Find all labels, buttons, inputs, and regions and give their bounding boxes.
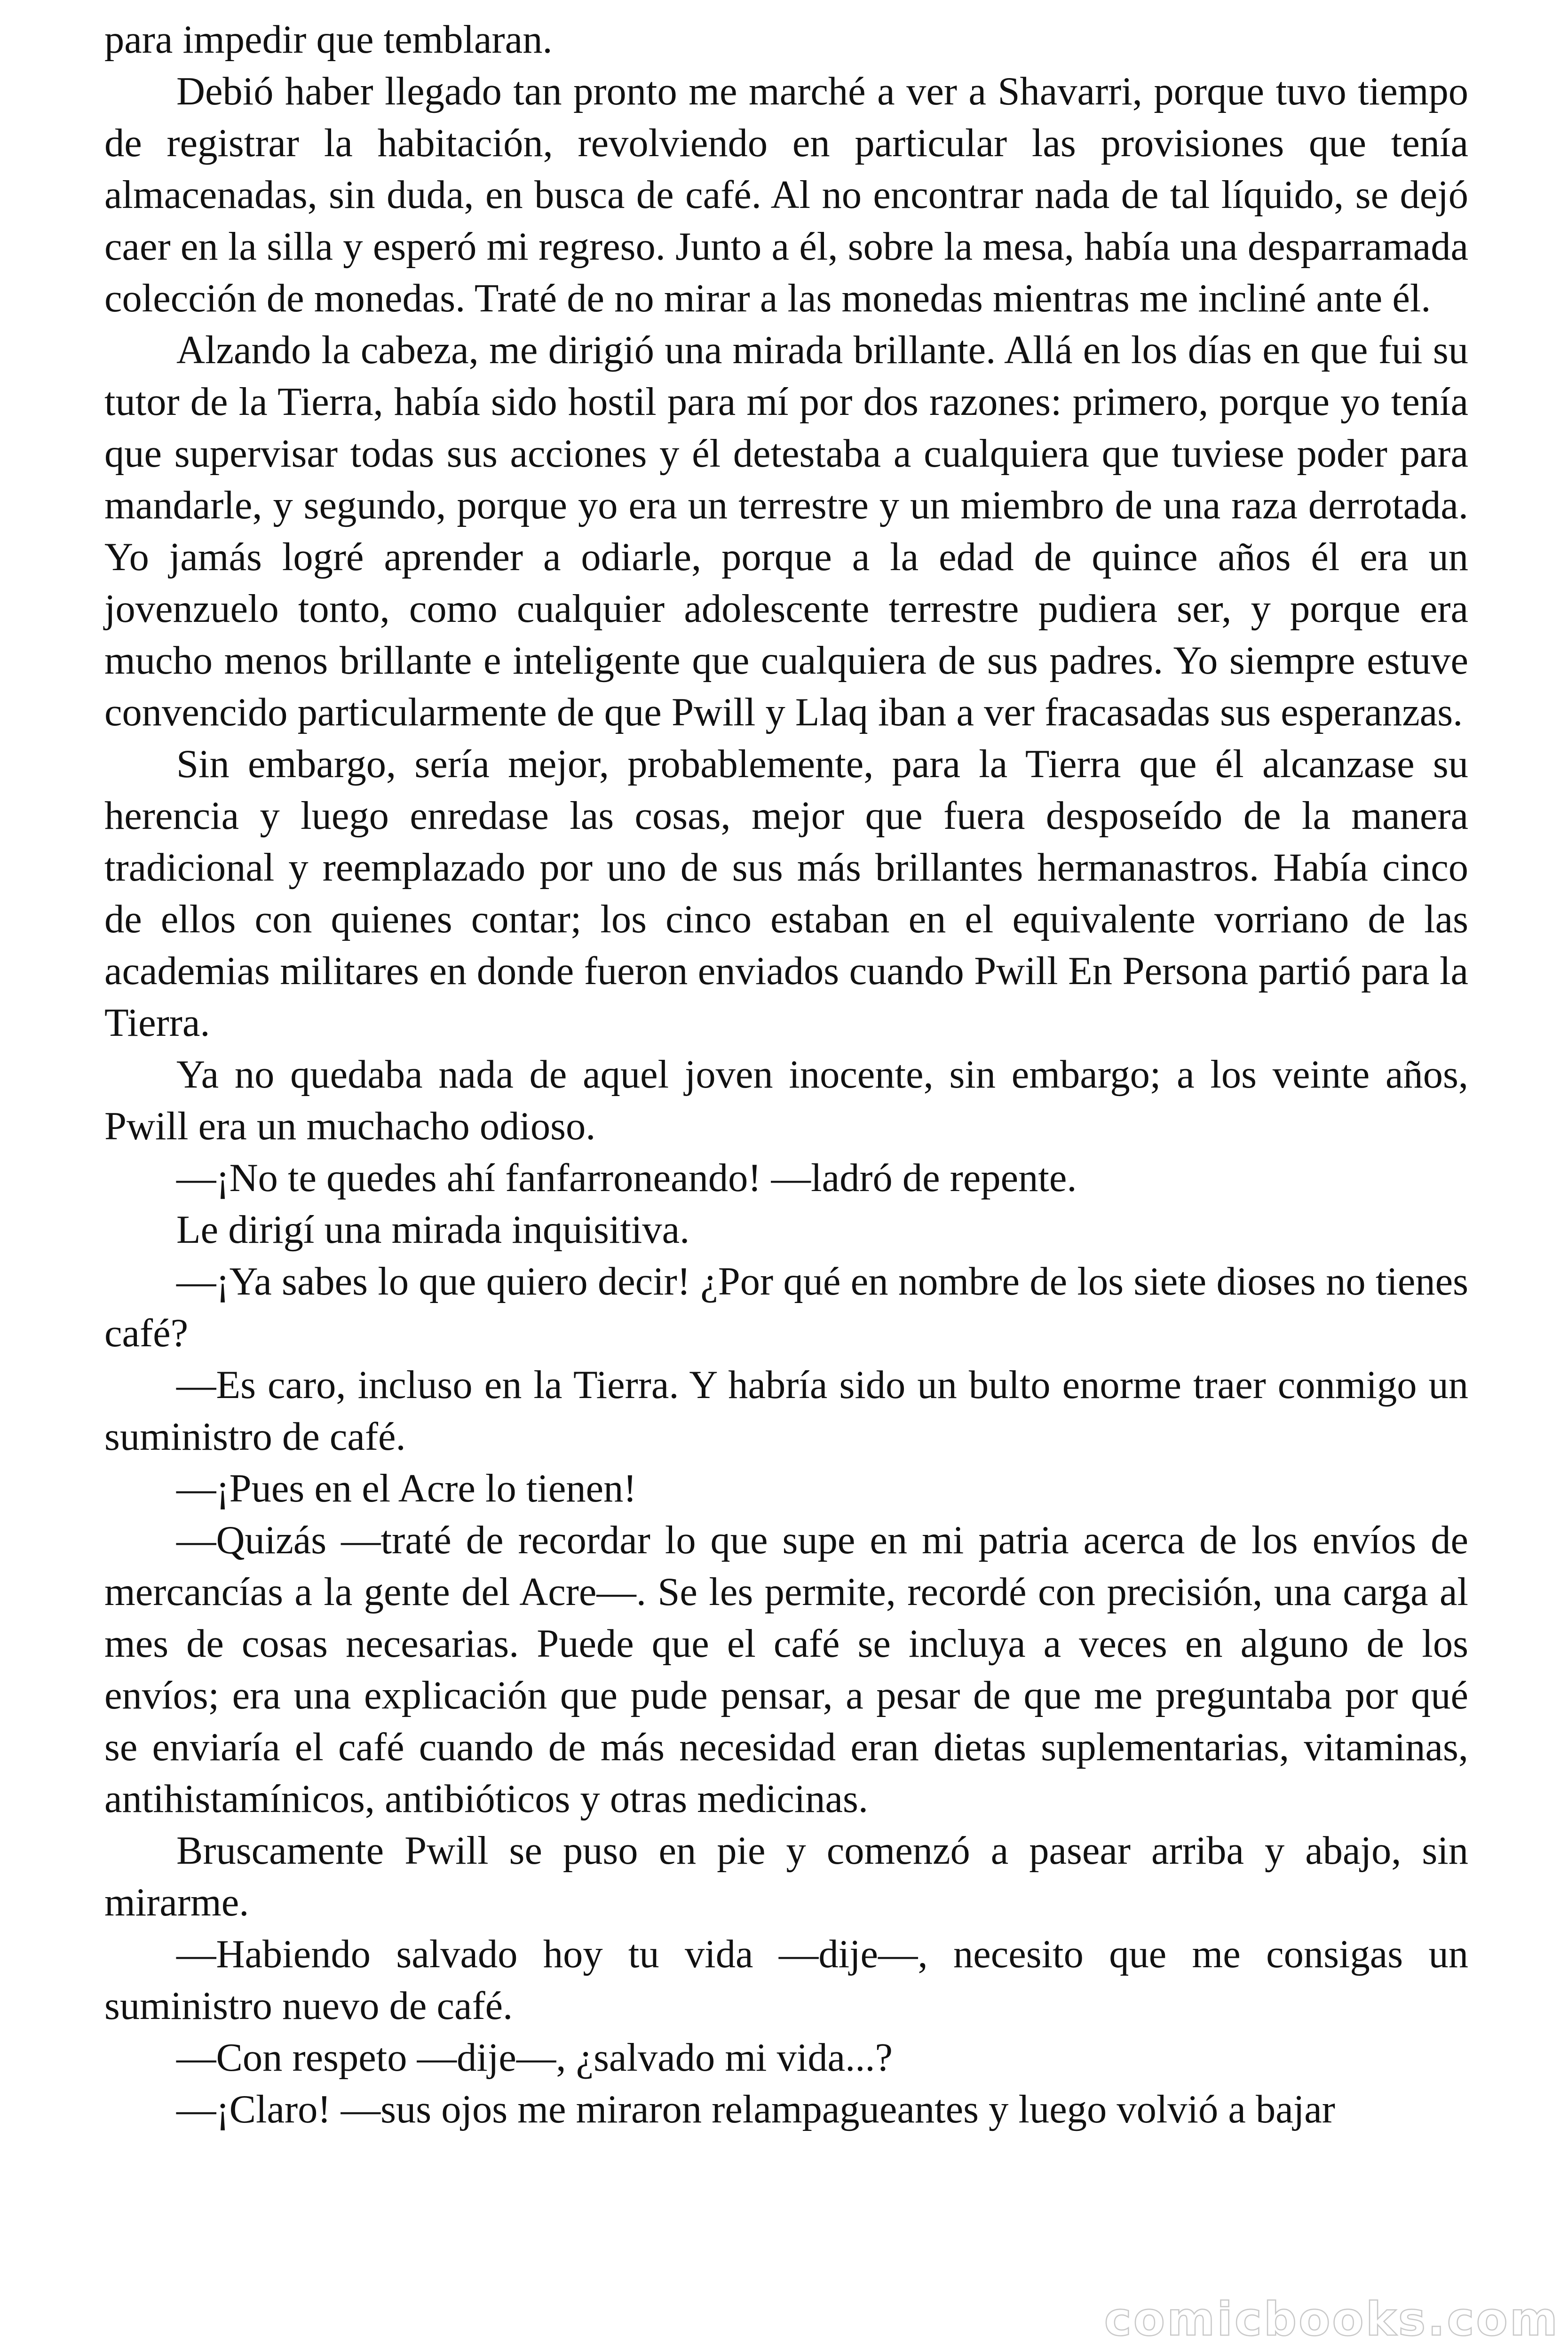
paragraph: Le dirigí una mirada inquisitiva. (176, 1208, 690, 1252)
paragraph: —Es caro, incluso en la Tierra. Y habría sido un bulto enorme traer conmigo un suministro de café. (104, 1363, 1468, 1459)
paragraph: —¡Claro! —sus ojos me miraron relampagueantes y luego volvió a bajar (176, 2088, 1335, 2131)
paragraph: Sin embargo, sería mejor, probablemente, para la Tierra que él alcanzase su herencia y luego enredase las cosas, mejor que fuera desposeído de la manera tradicional y reemplazado por uno de sus más brillantes hermanastros. Había cinco de ellos con quienes contar; los cinco estaban en el equivalente vorriano de las academias militares en donde fueron enviados cuando Pwill En Persona partió para la Tierra. (104, 742, 1468, 1045)
paragraph: Bruscamente Pwill se puso en pie y comenzó a pasear arriba y abajo, sin mirarme. (104, 1829, 1468, 1924)
paragraph: —¡Ya sabes lo que quiero decir! ¿Por qué en nombre de los siete dioses no tienes café? (104, 1260, 1468, 1355)
paragraph: —Habiendo salvado hoy tu vida —dije—, necesito que me consigas un suministro nuevo de café. (104, 1932, 1468, 2028)
watermark: comicbooks.com (1104, 2293, 1560, 2346)
paragraph: Ya no quedaba nada de aquel joven inocente, sin embargo; a los veinte años, Pwill era un muchacho odioso. (104, 1053, 1468, 1148)
paragraph: para impedir que temblaran. (104, 18, 553, 62)
paragraph: Alzando la cabeza, me dirigió una mirada brillante. Allá en los días en que fui su tutor de la Tierra, había sido hostil para mí por dos razones: primero, porque yo tenía que supervisar todas sus acciones y él detestaba a cualquiera que tuviese poder para mandarle, y segundo, porque yo era un terrestre y un miembro de una raza derrotada. Yo jamás logré aprender a odiarle, porque a la edad de quince años él era un jovenzuelo tonto, como cualquier adolescente terrestre pudiera ser, y porque era mucho menos brillante e inteligente que cualquiera de sus padres. Yo siempre estuve convencido particularmente de que Pwill y Llaq iban a ver fracasadas sus esperanzas. (104, 328, 1468, 734)
paragraph: —Con respeto —dije—, ¿salvado mi vida...? (176, 2036, 893, 2080)
paragraph: —¡Pues en el Acre lo tienen! (176, 1467, 637, 1510)
book-page (104, 14, 1468, 2136)
paragraph: —¡No te quedes ahí fanfarroneando! —ladró de repente. (176, 1156, 1077, 1200)
paragraph: —Quizás —traté de recordar lo que supe en mi patria acerca de los envíos de mercancías a la gente del Acre—. Se les permite, recordé con precisión, una carga al mes de cosas necesarias. Puede que el café se incluya a veces en alguno de los envíos; era una explicación que pude pensar, a pesar de que me preguntaba por qué se enviaría el café cuando de más necesidad eran dietas suplementarias, vitaminas, antihistamínicos, antibióticos y otras medicinas. (104, 1518, 1468, 1821)
paragraph: Debió haber llegado tan pronto me marché a ver a Shavarri, porque tuvo tiempo de registrar la habitación, revolviendo en particular las provisiones que tenía almacenadas, sin duda, en busca de café. Al no encontrar nada de tal líquido, se dejó caer en la silla y esperó mi regreso. Junto a él, sobre la mesa, había una desparramada colección de monedas. Traté de no mirar a las monedas mientras me incliné ante él. (104, 70, 1468, 320)
